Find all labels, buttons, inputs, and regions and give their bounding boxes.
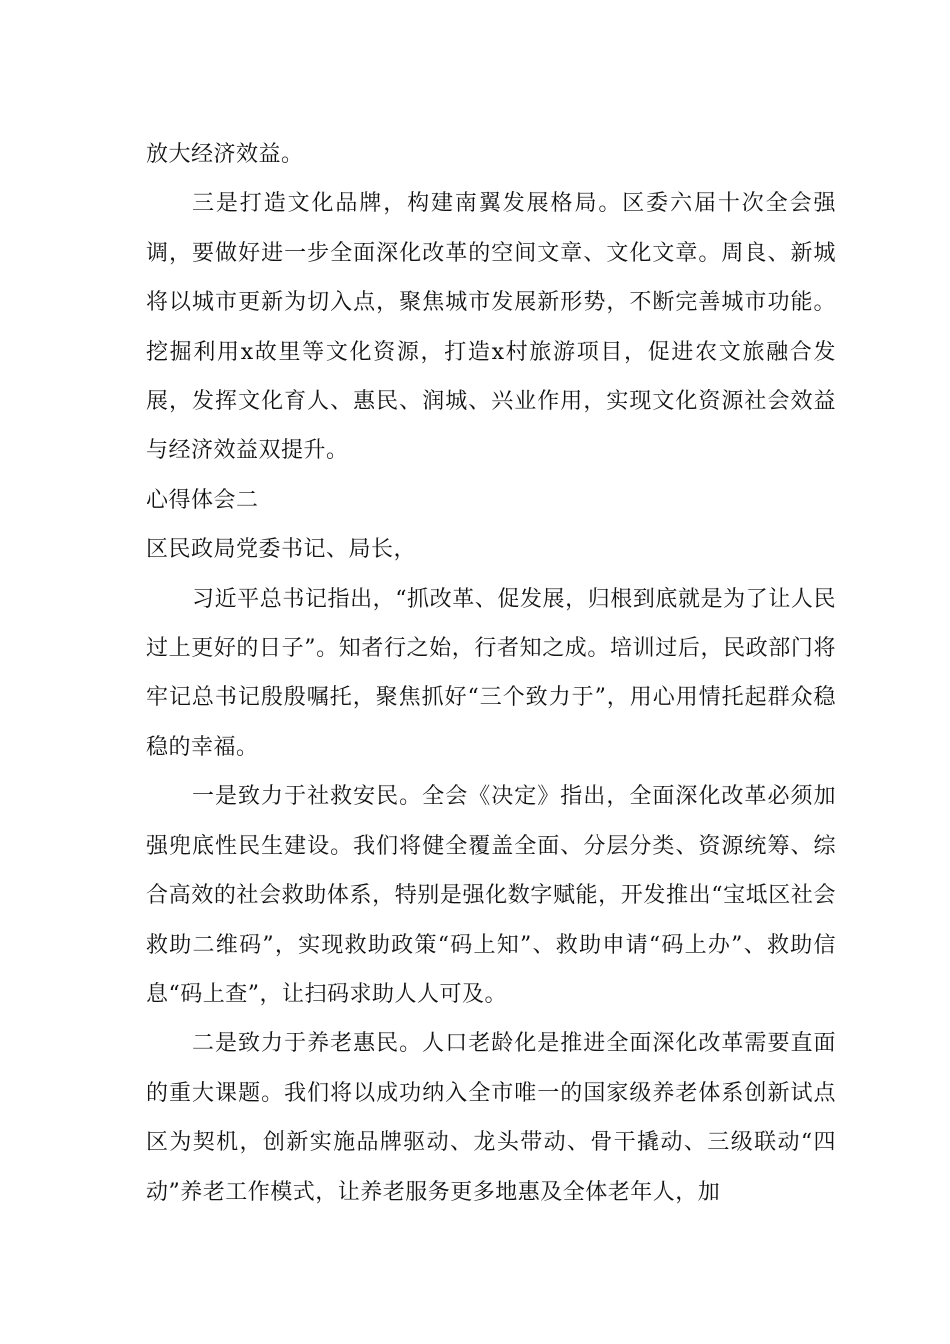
paragraph-elderly-care: 二是致力于养老惠民。人口老龄化是推进全面深化改革需要直面的重大课题。我们将以成功纳入全市唯一的国家级养老体系创新试点区为契机，创新实施品牌驱动、龙头带动、骨干撬动、三级联动“四动”养老工作模式，让养老服务更多地惠及全体老年人，加 xyxy=(146,1031,836,1205)
paragraph-continuation: 放大经济效益。 xyxy=(146,142,304,167)
paragraph-intro: 习近平总书记指出，“抓改革、促发展，归根到底就是为了让人民过上更好的日子”。知者行之始，行者知之成。培训过后，民政部门将牢记总书记殷殷嘱托，聚焦抓好“三个致力于”，用心用情托起群众稳稳的幸福。 xyxy=(146,586,836,760)
author-line: 区民政局党委书记、局长， xyxy=(146,537,417,563)
document-body xyxy=(146,130,836,1217)
section-title: 心得体会二 xyxy=(146,487,259,513)
paragraph-social-assistance: 一是致力于社救安民。全会《决定》指出，全面深化改革必须加强兜底性民生建设。我们将健全覆盖全面、分层分类、资源统筹、综合高效的社会救助体系，特别是强化数字赋能，开发推出“宝坻区社会救助二维码”，实现救助政策“码上知”、救助申请“码上办”、救助信息“码上查”，让扫码求助人人可及。 xyxy=(146,784,836,1007)
paragraph-culture-brand: 三是打造文化品牌，构建南翼发展格局。区委六届十次全会强调，要做好进一步全面深化改革的空间文章、文化文章。周良、新城将以城市更新为切入点，聚焦城市发展新形势，不断完善城市功能。挖掘利用x故里等文化资源，打造x村旅游项目，促进农文旅融合发展，发挥文化育人、惠民、润城、兴业作用，实现文化资源社会效益与经济效益双提升。 xyxy=(146,191,836,464)
